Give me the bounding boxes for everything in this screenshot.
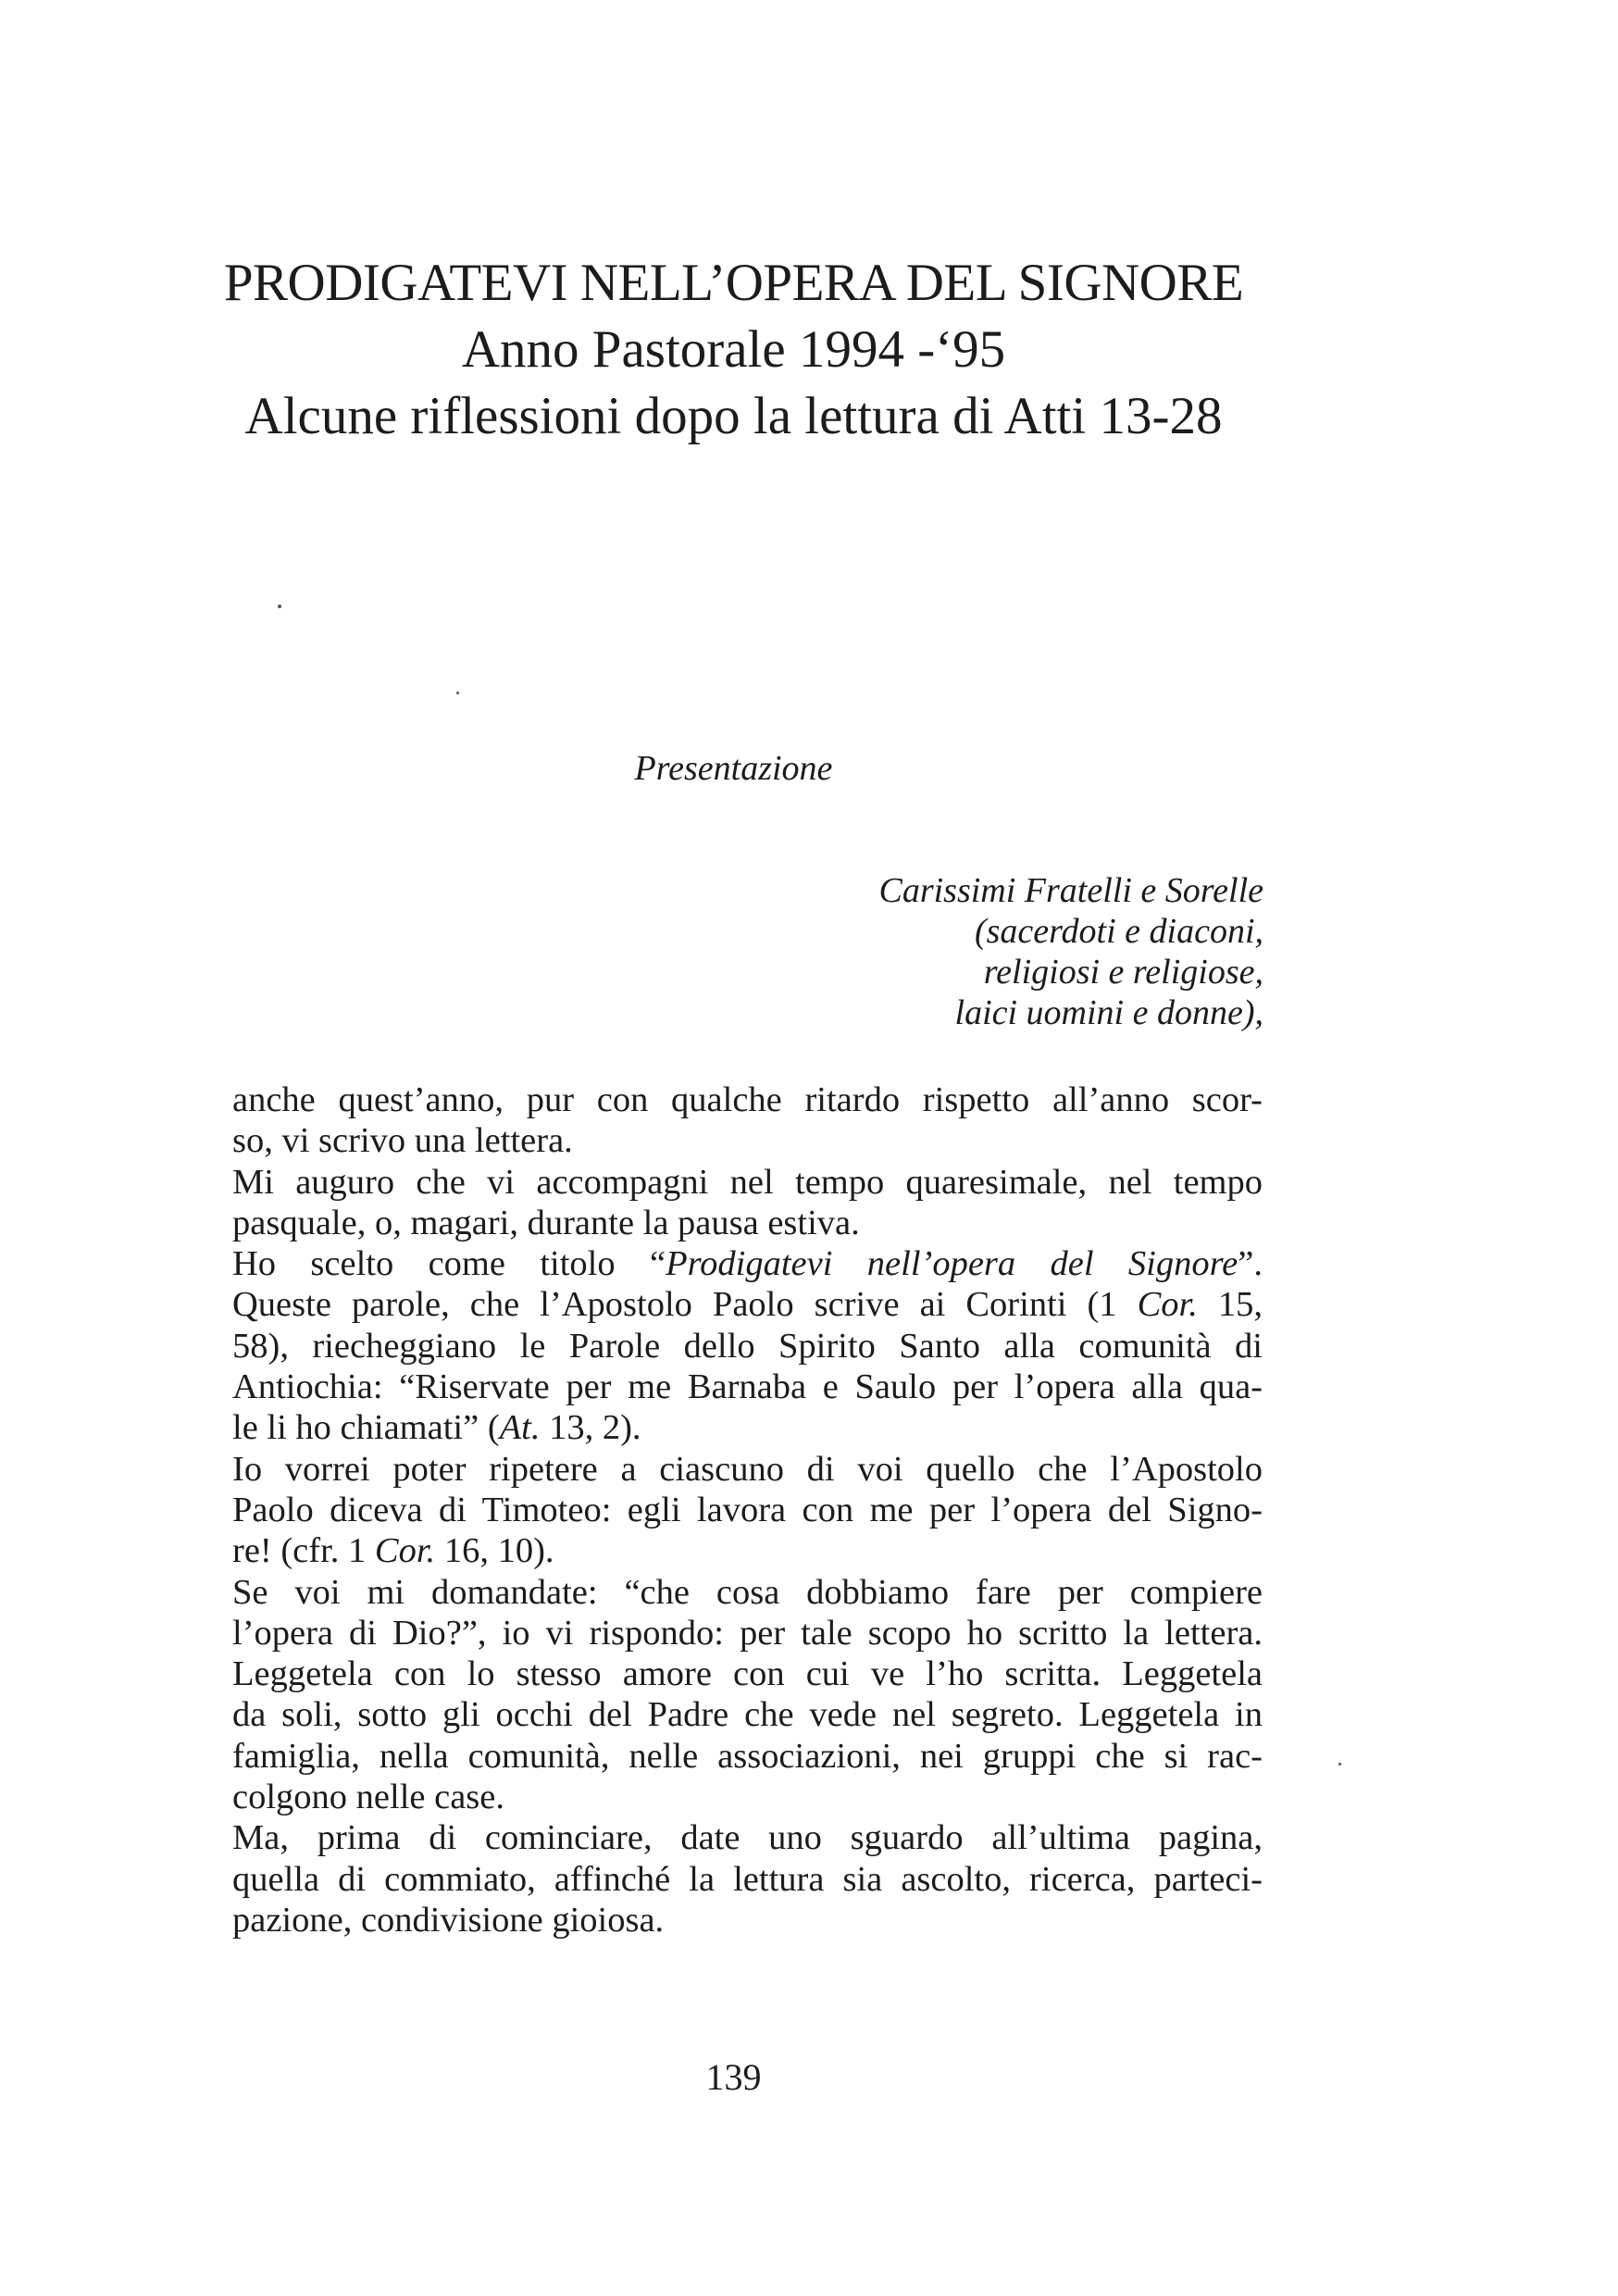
document-title bbox=[157, 250, 1310, 450]
salutation-line: (sacerdoti e diaconi, bbox=[974, 912, 1263, 951]
body-line: da soli, sotto gli occhi del Padre che vede nel segreto. Leggetela in bbox=[232, 1695, 1263, 1735]
body-text-run: ”. bbox=[1238, 1244, 1263, 1284]
body-text-run: 13, 2). bbox=[540, 1408, 641, 1448]
body-text-run: 15, bbox=[1197, 1285, 1263, 1325]
letter-body bbox=[232, 1079, 1263, 1940]
body-line: Mi auguro che vi accompagni nel tempo quaresimale, nel tempo bbox=[232, 1162, 1263, 1202]
body-line: anche quest’anno, pur con qualche ritardo rispetto all’anno scor- bbox=[232, 1080, 1263, 1119]
body-line: Leggetela con lo stesso amore con cui ve l’ho scritta. Leggetela bbox=[232, 1654, 1263, 1694]
body-line: pazione, condivisione gioiosa. bbox=[232, 1900, 665, 1940]
body-line: famiglia, nella comunità, nelle associazioni, nei gruppi che si rac- bbox=[232, 1736, 1263, 1776]
title-main: PRODIGATEVI NELL’OPERA DEL SIGNORE bbox=[223, 254, 1244, 312]
body-line: so, vi scrivo una lettera. bbox=[232, 1121, 573, 1161]
title-subtitle-reflections: Alcune riflessioni dopo la lettura di Atti 13-28 bbox=[244, 387, 1223, 445]
salutation bbox=[878, 870, 1263, 1033]
body-text-run: Ho scelto come titolo “ bbox=[232, 1244, 666, 1284]
salutation-line: laici uomini e donne), bbox=[954, 993, 1263, 1032]
body-text-run: Queste parole, che l’Apostolo Paolo scrive ai Corinti (1 bbox=[232, 1285, 1138, 1325]
body-text-run: 16, 10). bbox=[435, 1531, 554, 1571]
body-text-run: re! (cfr. 1 bbox=[232, 1531, 375, 1571]
salutation-line: religiosi e religiose, bbox=[983, 953, 1263, 992]
scan-speck bbox=[278, 605, 281, 608]
body-text-run: le li ho chiamati” ( bbox=[232, 1408, 500, 1448]
scan-speck bbox=[1338, 1763, 1341, 1766]
section-heading: Presentazione bbox=[634, 749, 833, 788]
quoted-title-italic: Prodigatevi nell’opera del Signore bbox=[666, 1244, 1238, 1284]
citation-italic: Cor. bbox=[374, 1531, 436, 1571]
scan-speck bbox=[456, 692, 459, 694]
body-line bbox=[232, 1243, 1263, 1284]
citation-italic: Cor. bbox=[1137, 1285, 1198, 1325]
body-line: Ma, prima di cominciare, date uno sguardo all’ultima pagina, bbox=[232, 1818, 1263, 1858]
body-line bbox=[232, 1284, 1263, 1325]
citation-italic: At. bbox=[499, 1408, 541, 1448]
body-line: Io vorrei poter ripetere a ciascuno di voi quello che l’Apostolo bbox=[232, 1449, 1263, 1489]
body-line: quella di commiato, affinché la lettura sia ascolto, ricerca, parteci- bbox=[232, 1859, 1263, 1899]
body-line: pasquale, o, magari, durante la pausa estiva. bbox=[232, 1203, 860, 1242]
body-line: 58), riecheggiano le Parole dello Spirito Santo alla comunità di bbox=[232, 1326, 1263, 1366]
body-line bbox=[232, 1530, 1263, 1571]
body-line: Antiochia: “Riservate per me Barnaba e Saulo per l’opera alla qua- bbox=[232, 1367, 1263, 1407]
page-number: 139 bbox=[705, 2056, 762, 2098]
body-line: Paolo diceva di Timoteo: egli lavora con me per l’opera del Signo- bbox=[232, 1490, 1263, 1529]
body-line: Se voi mi domandate: “che cosa dobbiamo fare per compiere bbox=[232, 1572, 1263, 1612]
body-line bbox=[232, 1407, 1263, 1448]
title-subtitle-year: Anno Pastorale 1994 -‘95 bbox=[461, 320, 1006, 379]
salutation-line: Carissimi Fratelli e Sorelle bbox=[878, 871, 1263, 910]
body-line: l’opera di Dio?”, io vi rispondo: per tale scopo ho scritto la lettera. bbox=[232, 1613, 1263, 1653]
body-line: colgono nelle case. bbox=[232, 1778, 504, 1817]
